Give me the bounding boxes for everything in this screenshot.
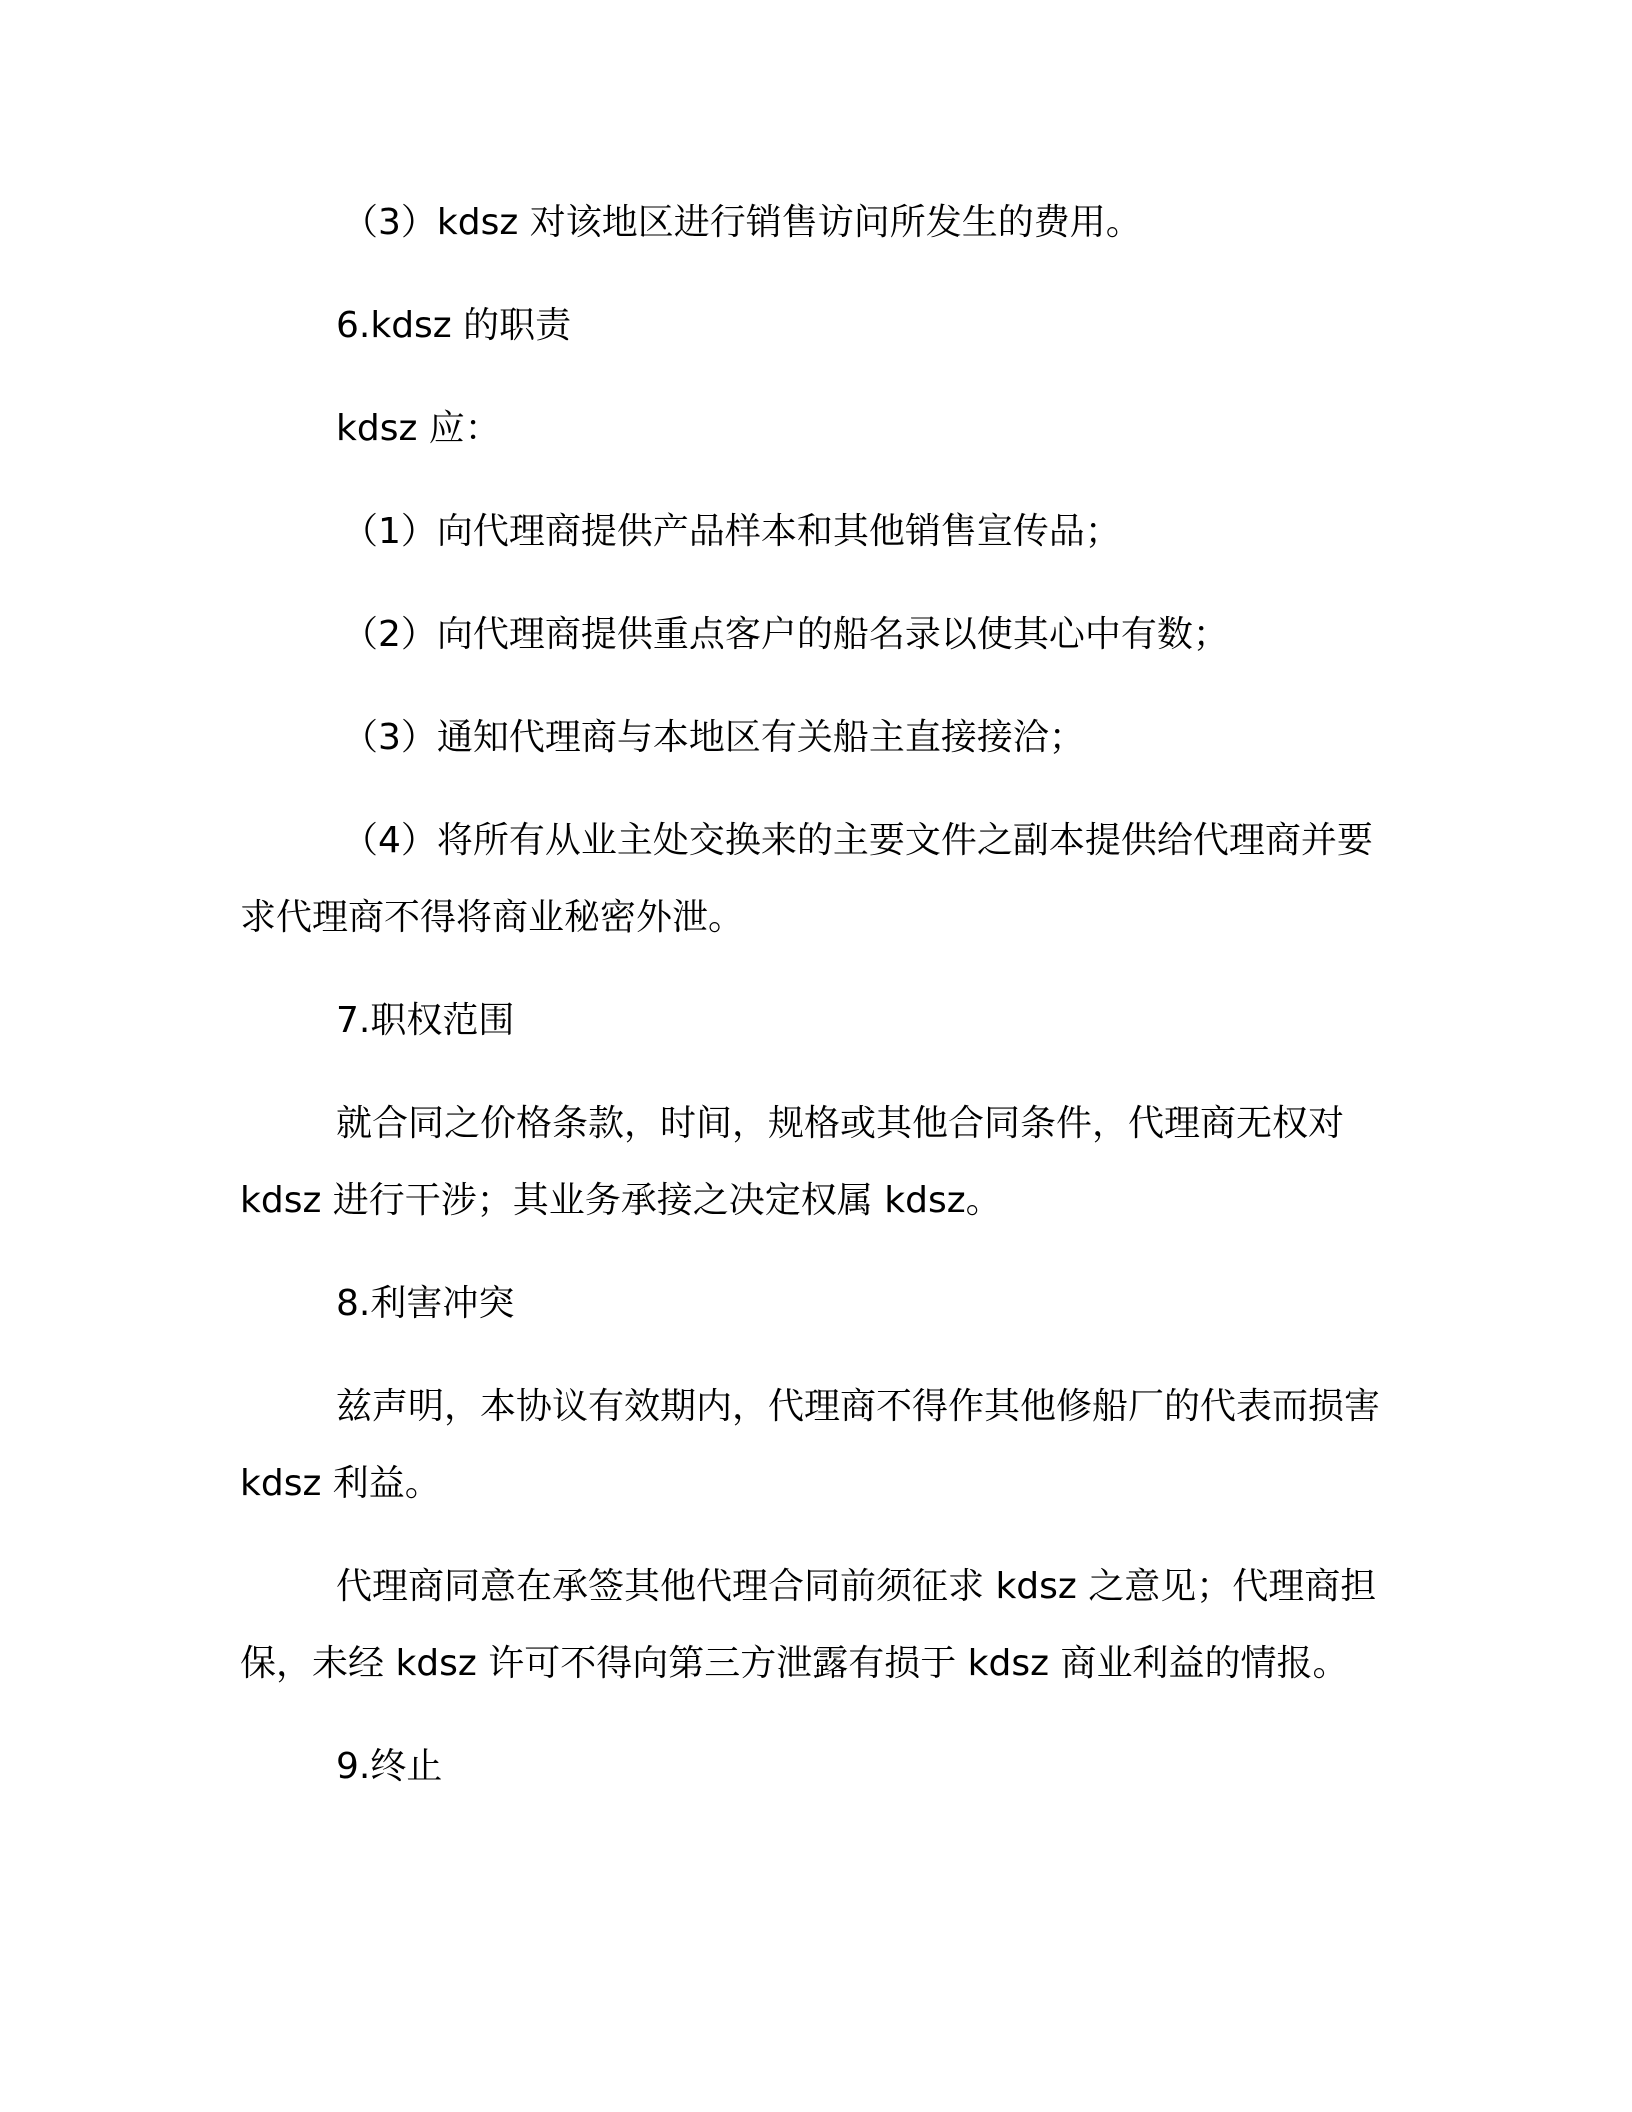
paragraph-authority-scope: 就合同之价格条款，时间，规格或其他合同条件，代理商无权对 kdsz 进行干涉；其业务承接之决定权属 kdsz。	[240, 1103, 1345, 1221]
section-heading-6: 6.kdsz 的职责	[336, 305, 572, 346]
paragraph-agent-consent: 代理商同意在承签其他代理合同前须征求 kdsz 之意见；代理商担保，未经 kdsz 许可不得向第三方泄露有损于 kdsz 商业利益的情报。	[240, 1566, 1377, 1684]
section-heading-9: 9.终止	[336, 1746, 443, 1787]
list-item-2: （2）向代理商提供重点客户的船名录以使其心中有数；	[342, 614, 1229, 655]
section-heading-7: 7.职权范围	[336, 1000, 515, 1041]
list-item-3-expenses: （3）kdsz 对该地区进行销售访问所发生的费用。	[342, 202, 1142, 243]
list-item-3: （3）通知代理商与本地区有关船主直接接洽；	[342, 717, 1085, 758]
list-item-1: （1）向代理商提供产品样本和其他销售宣传品；	[342, 511, 1121, 552]
section-heading-8: 8.利害冲突	[336, 1283, 515, 1324]
paragraph-conflict-declaration: 兹声明，本协议有效期内，代理商不得作其他修船厂的代表而损害 kdsz 利益。	[240, 1386, 1381, 1504]
list-item-4: （4）将所有从业主处交换来的主要文件之副本提供给代理商并要求代理商不得将商业秘密外泄。	[240, 820, 1373, 938]
document-body	[240, 184, 1392, 1831]
paragraph-kdsz-should: kdsz 应：	[336, 408, 501, 449]
